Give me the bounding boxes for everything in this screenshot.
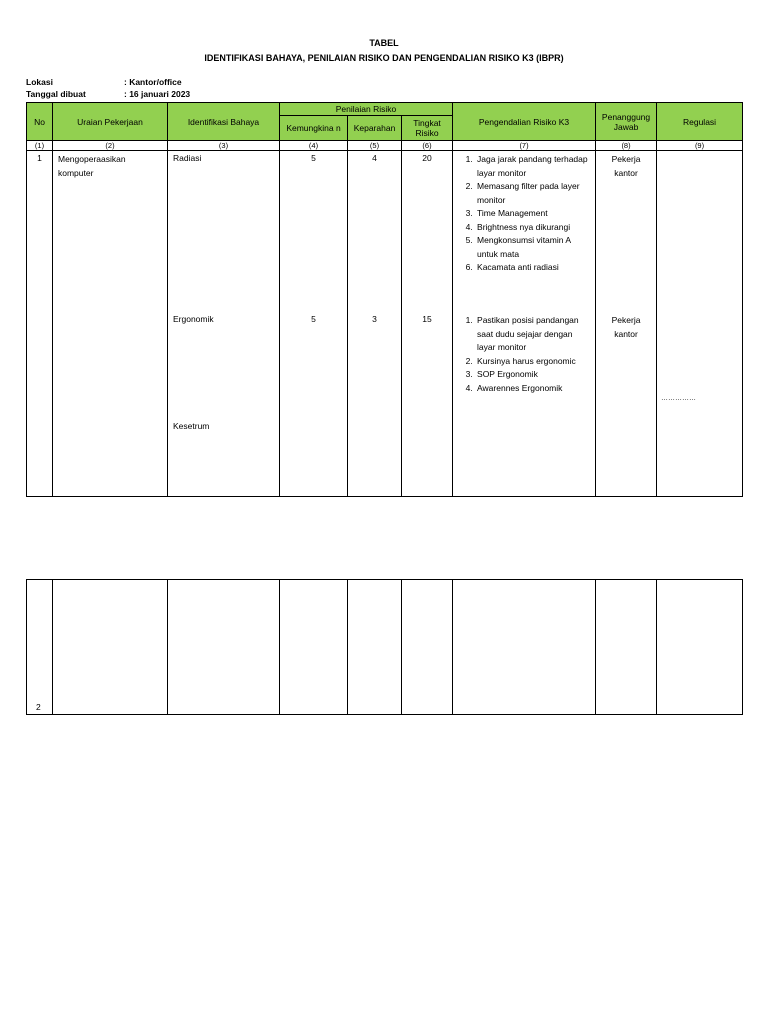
- row1-pengendalian-cell: [453, 151, 596, 497]
- tingkat-ergonomik: 15: [422, 314, 432, 324]
- row1-hazard-cell: [168, 151, 280, 497]
- colnum: (1): [27, 141, 53, 151]
- header-uraian: Uraian Pekerjaan: [53, 103, 168, 141]
- penanggung-ergonomik: Pekerja kantor: [611, 315, 641, 339]
- list-item: 2. Kursinya harus ergonomic: [475, 355, 591, 369]
- row1-uraian-cell: [53, 151, 168, 497]
- colnum: (5): [348, 141, 402, 151]
- hazard-radiasi: Radiasi: [173, 153, 202, 163]
- header-penanggung: Penanggung Jawab: [596, 103, 657, 141]
- colnum: (8): [596, 141, 657, 151]
- colnum: (9): [657, 141, 743, 151]
- list-item: 6. Kacamata anti radiasi: [475, 261, 591, 275]
- row1-tingkat-cell: [402, 151, 453, 497]
- row2-hazard-cell: [168, 580, 280, 715]
- row2-pengendalian-cell: [453, 580, 596, 715]
- table-row: [27, 151, 743, 497]
- colnum: (3): [168, 141, 280, 151]
- colnum: (7): [453, 141, 596, 151]
- row2-no: 2: [36, 702, 41, 712]
- list-item: 4. Awarennes Ergonomik: [475, 382, 591, 396]
- header-pengendalian: Pengendalian Risiko K3: [453, 103, 596, 141]
- header-kemungkinan: Kemungkina n: [280, 116, 348, 141]
- list-item: 3. SOP Ergonomik: [475, 368, 591, 382]
- colnum: (2): [53, 141, 168, 151]
- row2-uraian-cell: [53, 580, 168, 715]
- header-tingkat: Tingkat Risiko: [402, 116, 453, 141]
- row1-no: 1: [37, 153, 42, 163]
- document-subtitle: IDENTIFIKASI BAHAYA, PENILAIAN RISIKO DAN PENGENDALIAN RISIKO K3 (IBPR): [204, 53, 564, 63]
- row2-keparahan-cell: [348, 580, 402, 715]
- regulasi-placeholder: ……………: [661, 395, 697, 402]
- row1-regulasi-cell: [657, 151, 743, 497]
- list-item: 3. Time Management: [475, 207, 591, 221]
- row1-uraian: Mengoperaasikan komputer: [58, 154, 126, 178]
- row1-kemungkinan-cell: [280, 151, 348, 497]
- header-no: No: [27, 103, 53, 141]
- penanggung-radiasi: Pekerja kantor: [611, 154, 641, 178]
- document-title: TABEL: [369, 38, 399, 48]
- colnum: (4): [280, 141, 348, 151]
- header-identifikasi: Identifikasi Bahaya: [168, 103, 280, 141]
- lokasi-value: : Kantor/office: [124, 77, 182, 87]
- keparahan-ergonomik: 3: [372, 314, 377, 324]
- hazard-kesetrum: Kesetrum: [173, 421, 210, 431]
- list-item: 1. Jaga jarak pandang terhadap layar monitor: [475, 153, 591, 180]
- ibpr-table: [26, 102, 743, 497]
- row2-kemungkinan-cell: [280, 580, 348, 715]
- list-item: 2. Memasang filter pada layer monitor: [475, 180, 591, 207]
- row2-no-cell: [27, 580, 53, 715]
- column-number-row: [27, 141, 743, 151]
- header-regulasi: Regulasi: [657, 103, 743, 141]
- meta-lokasi: [26, 77, 182, 87]
- row2-tingkat-cell: [402, 580, 453, 715]
- hazard-ergonomik: Ergonomik: [173, 314, 214, 324]
- tanggal-value: : 16 januari 2023: [124, 89, 191, 99]
- row1-penanggung-cell: [596, 151, 657, 497]
- row1-no-cell: [27, 151, 53, 497]
- row2-regulasi-cell: [657, 580, 743, 715]
- tanggal-label: Tanggal dibuat: [26, 89, 86, 99]
- row1-keparahan-cell: [348, 151, 402, 497]
- controls-ergonomik: [457, 314, 591, 395]
- list-item: 4. Brightness nya dikurangi: [475, 221, 591, 235]
- lokasi-label: Lokasi: [26, 77, 53, 87]
- header-penilaian: Penilaian Risiko: [280, 103, 453, 116]
- meta-tanggal: [26, 89, 190, 99]
- list-item: 5. Mengkonsumsi vitamin A untuk mata: [475, 234, 591, 261]
- colnum: (6): [402, 141, 453, 151]
- table-row: [27, 580, 743, 715]
- row2-penanggung-cell: [596, 580, 657, 715]
- ibpr-table-continued: [26, 579, 743, 715]
- keparahan-radiasi: 4: [372, 153, 377, 163]
- controls-radiasi: [457, 153, 591, 275]
- tingkat-radiasi: 20: [422, 153, 432, 163]
- header-keparahan: Keparahan: [348, 116, 402, 141]
- kemungkinan-ergonomik: 5: [311, 314, 316, 324]
- list-item: 1. Pastikan posisi pandangan saat dudu sejajar dengan layar monitor: [475, 314, 591, 355]
- kemungkinan-radiasi: 5: [311, 153, 316, 163]
